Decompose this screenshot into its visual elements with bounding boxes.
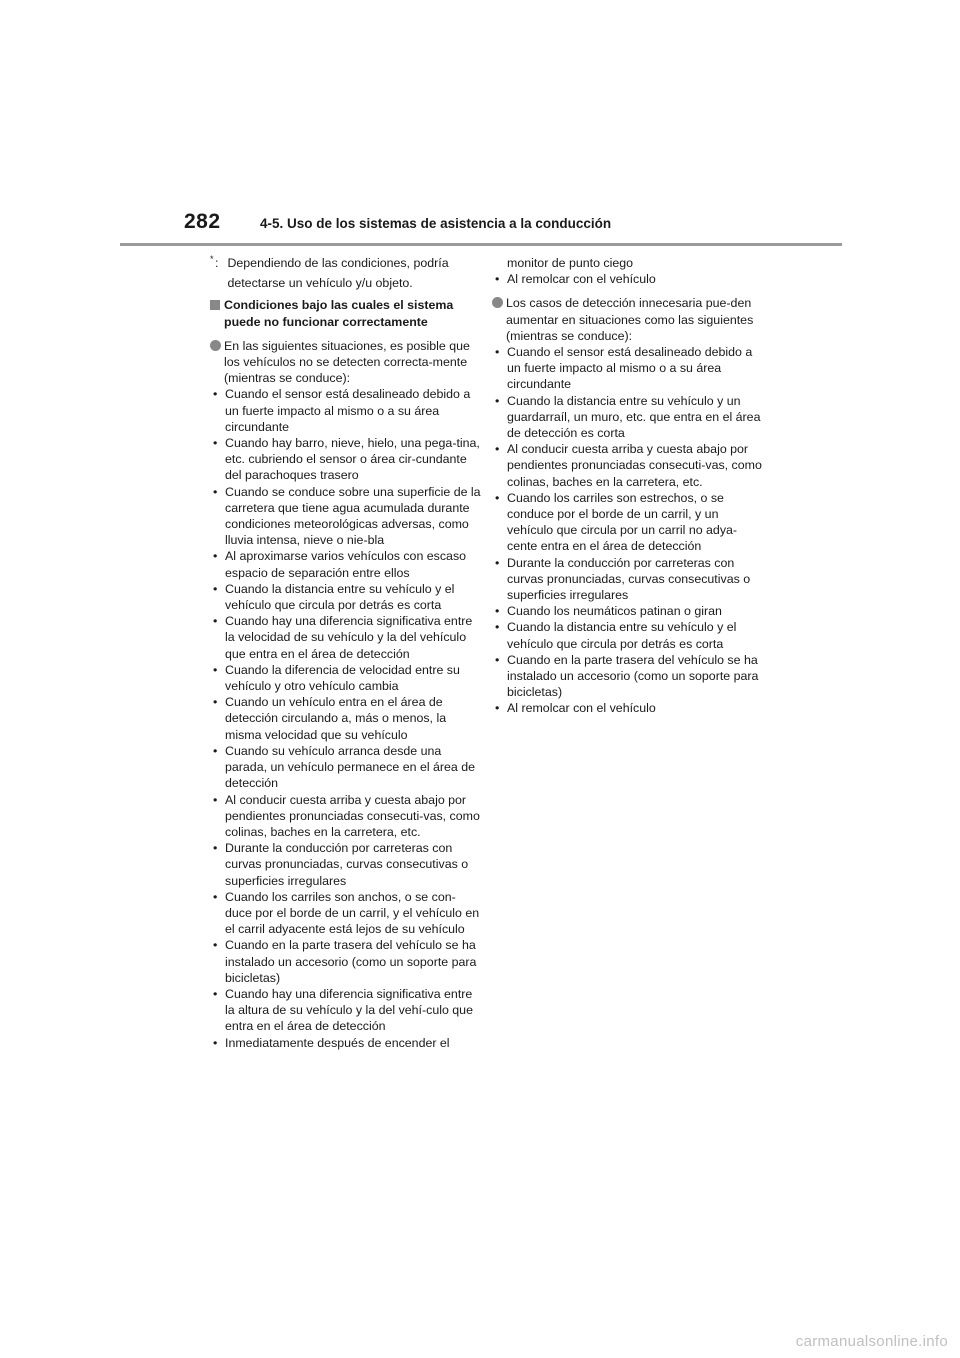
list-item: • Cuando en la parte trasera del vehículo se ha instalado un accesorio (como un soporte para bicicletas) — [492, 652, 764, 701]
page-number: 282 — [184, 210, 221, 233]
list-item: • Cuando hay una diferencia significativa entre la altura de su vehículo y la del vehí-culo que entra en el área de detección — [210, 986, 482, 1035]
footnote-marker: * — [210, 254, 214, 264]
watermark: carmanualsonline.info — [795, 1333, 948, 1350]
list-item: • Al remolcar con el vehículo — [492, 700, 764, 716]
list-item: • Al conducir cuesta arriba y cuesta abajo por pendientes pronunciadas consecuti-vas, como colinas, baches en la carretera, etc. — [492, 441, 764, 490]
footnote-line-2: detectarse un vehículo y/u objeto. — [227, 276, 413, 291]
list-item: • Cuando hay una diferencia significativa entre la velocidad de su vehículo y la del vehículo que entra en el área de detección — [210, 613, 482, 662]
condition-list — [210, 386, 482, 1050]
list-item: • Cuando los neumáticos patinan o giran — [492, 603, 764, 619]
list-item: • Cuando el sensor está desalineado debido a un fuerte impacto al mismo o a su área circundante — [210, 386, 482, 435]
list-item-continuation: monitor de punto ciego — [507, 256, 634, 270]
header-divider — [120, 243, 842, 246]
list-item: • Al remolcar con el vehículo — [492, 271, 764, 287]
list-item: • Cuando hay barro, nieve, hielo, una pega-tina, etc. cubriendo el sensor o área cir-cundante del parachoques trasero — [210, 435, 482, 484]
list-item: • Durante la conducción por carreteras con curvas pronunciadas, curvas consecutivas o superficies irregulares — [210, 840, 482, 889]
list-item: • Al conducir cuesta arriba y cuesta abajo por pendientes pronunciadas consecuti-vas, como colinas, baches en la carretera, etc. — [210, 792, 482, 841]
section-subheading: Condiciones bajo las cuales el sistema puede no funcionar correctamente — [210, 297, 482, 329]
left-column — [210, 255, 482, 1051]
circle-bullet-icon — [210, 340, 221, 351]
intro-paragraph: En las siguientes situaciones, es posible que los vehículos no se detecten correcta-mente (mientras se conduce): — [210, 338, 482, 387]
section-title: 4-5. Uso de los sistemas de asistencia a la conducción — [260, 216, 612, 231]
list-item: • Cuando en la parte trasera del vehículo se ha instalado un accesorio (como un soporte para bicicletas) — [210, 937, 482, 986]
footnote-line-1: Dependiendo de las condiciones, podría — [227, 256, 449, 270]
list-item: • Cuando un vehículo entra en el área de detección circulando a, más o menos, la misma velocidad que su vehículo — [210, 694, 482, 743]
square-bullet-icon — [210, 300, 220, 310]
intro-paragraph: Los casos de detección innecesaria pue-den aumentar en situaciones como las siguientes (mientras se conduce): — [492, 295, 764, 344]
list-item: • Durante la conducción por carreteras con curvas pronunciadas, curvas consecutivas o superficies irregulares — [492, 555, 764, 604]
list-item: • Cuando se conduce sobre una superficie de la carretera que tiene agua acumulada durante condiciones meteorológicas adversas, como lluvia intensa, nieve o nie-bla — [210, 484, 482, 549]
circle-bullet-icon — [492, 297, 503, 308]
list-item: • Cuando su vehículo arranca desde una parada, un vehículo permanece en el área de detección — [210, 743, 482, 792]
list-item: • Cuando la distancia entre su vehículo y un guardarraíl, un muro, etc. que entra en el área de detección es corta — [492, 393, 764, 442]
list-item: • Al aproximarse varios vehículos con escaso espacio de separación entre ellos — [210, 548, 482, 580]
list-item: • Inmediatamente después de encender el — [210, 1035, 482, 1051]
list-item: • Cuando los carriles son estrechos, o se conduce por el borde de un carril, y un vehículo que circula por un carril no adya-cente entra en el área de detección — [492, 490, 764, 555]
list-item: • Cuando la distancia entre su vehículo y el vehículo que circula por detrás es corta — [210, 581, 482, 613]
condition-list-end — [492, 271, 764, 287]
footnote: * : Dependiendo de las condiciones, podría detectarse un vehículo y/u objeto. — [210, 255, 482, 291]
list-item: • Cuando los carriles son anchos, o se con-duce por el borde de un carril, y el vehículo en el carril adyacente está lejos de su vehículo — [210, 889, 482, 938]
list-item: • Cuando el sensor está desalineado debido a un fuerte impacto al mismo o a su área circundante — [492, 344, 764, 393]
list-item: • Cuando la diferencia de velocidad entre su vehículo y otro vehículo cambia — [210, 662, 482, 694]
list-item: • Cuando la distancia entre su vehículo y el vehículo que circula por detrás es corta — [492, 619, 764, 651]
right-column — [492, 255, 764, 717]
false-detection-list — [492, 344, 764, 717]
